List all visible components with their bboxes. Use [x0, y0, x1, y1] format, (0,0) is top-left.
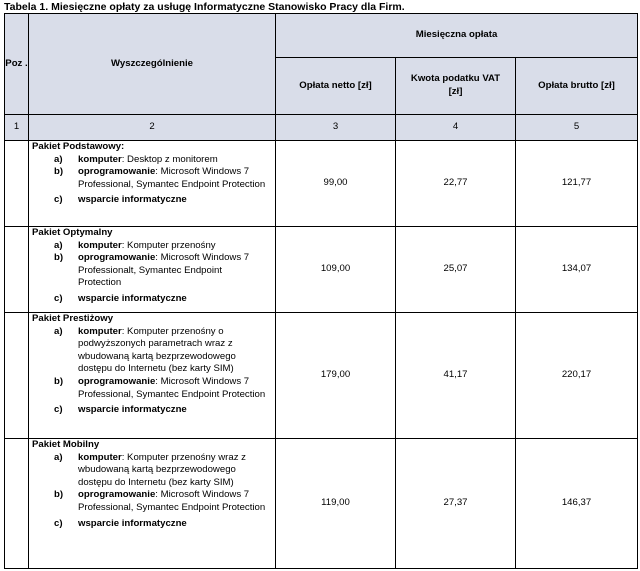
item-text — [78, 518, 275, 531]
item-label: a) — [54, 239, 63, 251]
package-item — [32, 376, 275, 401]
item-label: b) — [54, 489, 64, 501]
item-value: : Desktop z monitorem — [121, 153, 218, 165]
item-text — [78, 252, 275, 290]
item-text — [78, 166, 275, 191]
package-item — [32, 166, 275, 191]
price-vat: 25,07 — [396, 227, 516, 313]
item-value: : Microsoft Windows 7 Professional, Symantec Endpoint Protection — [78, 489, 266, 513]
package-description — [29, 439, 276, 569]
item-text — [78, 376, 275, 401]
package-item — [32, 252, 275, 290]
header-brutto: Opłata brutto [zł] — [516, 58, 638, 115]
item-label: c) — [54, 404, 63, 416]
header-miesieczna-oplata: Miesięczna opłata — [276, 14, 638, 58]
package-item — [32, 293, 275, 306]
item-key: oprogramowanie — [78, 375, 156, 387]
item-key: wsparcie informatyczne — [78, 517, 187, 529]
item-value: : Komputer przenośny o podwyższonych parametrach wraz z wbudowaną kartą bezprzewodowego dostępu do Internetu (bez karty SIM) — [78, 325, 236, 375]
header-vat: Kwota podatku VAT [zł] — [396, 58, 516, 115]
row-poz-cell — [5, 141, 29, 227]
price-vat: 41,17 — [396, 313, 516, 439]
package-item — [32, 452, 275, 490]
package-item — [32, 154, 275, 167]
package-title: Pakiet Prestiżowy — [32, 313, 114, 324]
col-number-3: 3 — [276, 115, 396, 141]
item-label: c) — [54, 292, 63, 304]
package-item — [32, 194, 275, 207]
table-row — [5, 439, 638, 569]
row-poz-cell — [5, 439, 29, 569]
col-number-4: 4 — [396, 115, 516, 141]
item-key: wsparcie informatyczne — [78, 194, 187, 206]
col-number-5: 5 — [516, 115, 638, 141]
package-item — [32, 518, 275, 531]
item-label: b) — [54, 375, 64, 387]
item-key: komputer — [78, 325, 122, 337]
package-item — [32, 404, 275, 417]
package-title: Pakiet Mobilny — [32, 439, 100, 450]
price-netto: 119,00 — [276, 439, 396, 569]
item-key: komputer — [78, 239, 122, 251]
price-vat: 27,37 — [396, 439, 516, 569]
package-item — [32, 326, 275, 376]
price-brutto: 220,17 — [516, 313, 638, 439]
item-text — [78, 240, 275, 253]
row-poz-cell — [5, 227, 29, 313]
column-numbers-row — [5, 115, 638, 141]
price-netto: 179,00 — [276, 313, 396, 439]
item-text — [78, 194, 275, 207]
item-key: wsparcie informatyczne — [78, 404, 187, 416]
item-text — [78, 489, 275, 514]
package-item — [32, 240, 275, 253]
price-netto: 109,00 — [276, 227, 396, 313]
item-key: wsparcie informatyczne — [78, 292, 187, 304]
item-text — [78, 326, 275, 376]
package-description — [29, 227, 276, 313]
item-key: oprogramowanie — [78, 166, 156, 178]
item-label: b) — [54, 252, 64, 264]
package-item — [32, 489, 275, 514]
item-value: : Microsoft Windows 7 Professional, Symantec Endpoint Protection — [78, 375, 266, 400]
item-value: : Komputer przenośny wraz z wbudowaną kartą bezprzewodowego dostępu do Internetu (bez karty SIM) — [78, 451, 246, 488]
col-number-1: 1 — [5, 115, 29, 141]
header-wyszczegolnienie: Wyszczególnienie — [29, 14, 276, 115]
price-brutto: 121,77 — [516, 141, 638, 227]
item-value: : Microsoft Windows 7 Professionalt, Symantec Endpoint Protection — [78, 252, 250, 289]
item-label: c) — [54, 517, 63, 529]
item-label: b) — [54, 166, 64, 178]
table-row — [5, 141, 638, 227]
fees-table — [4, 13, 638, 569]
price-brutto: 134,07 — [516, 227, 638, 313]
price-netto: 99,00 — [276, 141, 396, 227]
row-poz-cell — [5, 313, 29, 439]
item-label: c) — [54, 194, 63, 206]
item-key: komputer — [78, 153, 122, 165]
item-key: oprogramowanie — [78, 252, 156, 264]
package-title: Pakiet Podstawowy: — [32, 141, 125, 152]
package-description — [29, 313, 276, 439]
item-value: : Microsoft Windows 7 Professional, Symantec Endpoint Protection — [78, 166, 266, 190]
item-key: oprogramowanie — [78, 489, 156, 501]
item-value: : Komputer przenośny — [121, 239, 216, 251]
item-text — [78, 404, 275, 417]
table-row — [5, 313, 638, 439]
price-brutto: 146,37 — [516, 439, 638, 569]
item-label: a) — [54, 451, 63, 463]
package-description — [29, 141, 276, 227]
table-caption: Tabela 1. Miesięczne opłaty za usługę Informatyczne Stanowisko Pracy dla Firm. — [4, 1, 405, 13]
package-title: Pakiet Optymalny — [32, 227, 113, 238]
header-netto: Opłata netto [zł] — [276, 58, 396, 115]
table-row — [5, 227, 638, 313]
price-vat: 22,77 — [396, 141, 516, 227]
item-label: a) — [54, 325, 63, 337]
header-poz: Poz . — [5, 14, 29, 115]
item-text — [78, 293, 275, 306]
item-label: a) — [54, 153, 63, 165]
col-number-2: 2 — [29, 115, 276, 141]
item-text — [78, 452, 275, 490]
item-key: komputer — [78, 451, 122, 463]
item-text — [78, 154, 275, 167]
